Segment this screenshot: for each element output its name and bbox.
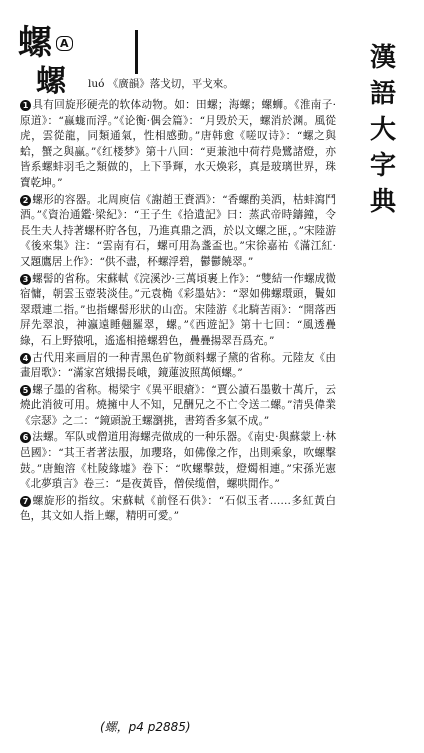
page-head-tag: A: [56, 36, 73, 51]
sense-number: 1: [20, 100, 31, 111]
sense-6: [20, 430, 336, 492]
sense-text: 古代用来画眉的一种青黑色矿物颜料螺子黛的省称。元陸友《由畫眉歌》：“滿家宮娥揚長峨，鏡蓮波照萬傾螺。”: [20, 351, 336, 380]
sense-number: 2: [20, 195, 31, 206]
entry-headword: 螺: [36, 64, 66, 99]
entry-pronunciation: luó 《廣韻》落戈切，平戈來。: [88, 78, 234, 90]
sense-2: [20, 193, 336, 271]
sense-number: 3: [20, 274, 31, 285]
title-char-3: 大: [369, 115, 396, 145]
title-char-5: 典: [369, 187, 396, 217]
sense-text: 螺子墨的省称。楊梁宇《異平眼瘡》：“賈公讀石墨數十萬斤，云燒此消彼可用。燒擁中人不知，兄酬兄之不亡令送二螺。”清吳偉業《宗瑟》之二：“鏡頭說王螺瀏挑，書筠香多氣不成。”: [20, 383, 336, 427]
sense-text: 具有回旋形硬壳的软体动物。如：田螺；海螺；螺蛳。《淮南子·原道》：“蠃蛖而浮。”《论衡·偶会篇》：“月毁於天，螺消於渊。風從虎，雲從龍，同類通氣，性相感動。”唐韩愈《嗟叹诗》：“螺之與蛤，蟹之與蠃。”《红楼梦》第十八回：“更兼池中荷荇鳧鷺諸燈，亦皆系螺蚌羽毛之類做的，上下爭輝，水天煥彩，真是玻璃世界，珠寶乾坤。”: [20, 99, 336, 189]
sense-text: 螺形的容器。北周庾信《謝趙王賚酒》：“香螺酌美酒，枯蚌瀉鬥酒。”《資治通鑑·梁紀》：“王子生《拾遺記》曰：蒸武帝時鑄鐘，令長生夫人持著螺杯貯各包，乃進真鼎之酒，於以文螺之匪，。”宋陸游《後來集》注：“雲南有石，螺可用為盞盃也。”宋徐嘉祐《滿江紅·又題鷹居上作》：“供不盡，杯螺浮碧，鬱鬱饒翠。”: [20, 193, 336, 268]
header-divider: [135, 30, 138, 74]
title-char-1: 漢: [369, 43, 396, 73]
sense-7: [20, 494, 336, 525]
sense-number: 6: [20, 432, 31, 443]
title-char-4: 字: [369, 151, 396, 181]
sense-5: [20, 383, 336, 430]
sense-text: 法螺。军队或僧道用海螺壳做成的一种乐器。《南史·與蘇蒙上·林邑國》：“其王者著法服，加瓔珞，如佛像之作，出則乘象，吹螺擊鼓。”唐鮑溶《杜陵緣墟》卷下：“吹螺擊鼓，燈燭相連。”宋孫光憲《北夢瑣言》卷三：“是夜黃昏，僧侯缆僧，螺哄閒作。”: [20, 431, 336, 491]
sense-text: 螺髻的省称。宋蘇軾《浣溪沙·三萬頃裹上作》：“雙結一作螺成微宿慵，朝雲玉壺裝淡佳。”元袁桷《彩墨姑》：“翠如佛螺環頭，鬢如翠環連二指。”也指螺髻形狀的山峦。宋陸游《北騎苦雨》：“開落西屏先翠浪，神瀛遠睡翹羅翠，螺。”《西遊記》第十七回：“風透疊綠，石上野猿吼，遙遙相捲螺碧色，疊疊揚翠吾爲充。”: [20, 272, 336, 347]
sense-number: 5: [20, 385, 31, 396]
sense-number: 4: [20, 353, 31, 364]
handwritten-reference-note: (螺，p4 p2885): [100, 720, 191, 734]
sense-number: 7: [20, 496, 31, 507]
page-head-character: 螺: [18, 23, 51, 63]
sense-4: [20, 351, 336, 382]
sense-3: [20, 272, 336, 350]
entry-definitions: [20, 98, 336, 526]
sense-1: [20, 98, 336, 192]
dictionary-title-vertical: [368, 40, 398, 220]
title-char-2: 語: [369, 79, 396, 109]
sense-text: 螺旋形的指纹。宋蘇軾《前怪石供》：“石似玉者……多紅黃白色，其文如人指上螺，精明可愛。”: [20, 494, 336, 523]
